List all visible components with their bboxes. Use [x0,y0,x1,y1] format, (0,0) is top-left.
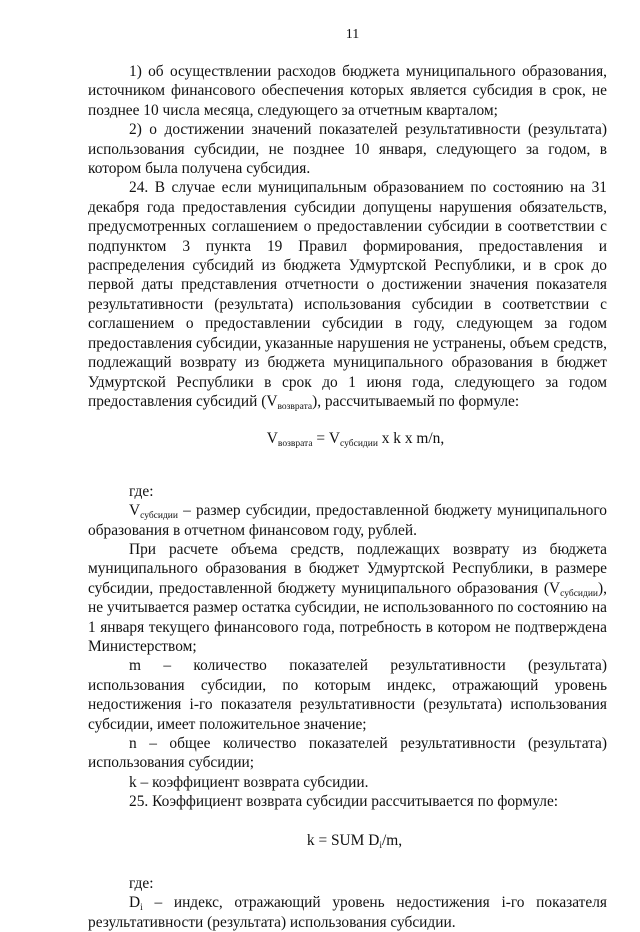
subscript: i [379,840,382,851]
paragraph-group-b [88,482,607,812]
subscript: субсидии [140,511,178,522]
page-number: 11 [345,27,360,42]
paragraph-def-k: k – коэффициент возврата субсидии. [129,773,369,791]
subscript: субсидии [560,588,599,599]
paragraph-item-1-report: 1) об осуществлении расходов бюджета муниципального образования, источником финансового обеспечения которых является субсидия в срок, не позднее 10 числа месяца, следующего за отчетным кварталом; [88,63,607,119]
paragraph-where-1: где: [129,482,154,500]
paragraph-where-2: где: [129,875,154,893]
paragraph-group-a [88,62,607,411]
paragraph-def-n: n – общее количество показателей результативности (результата) использования субсидии; [88,735,607,772]
paragraph-def-m: m – количество показателей результативности (результата) использования субсидии, по которым индекс, отражающий уровень недостижения i-го показателя результативности (результата) использования субсидии, имеет положительное значение; [88,657,607,733]
subscript: i [140,903,143,914]
paragraph-clause-24: 24. В случае если муниципальным образованием по состоянию на 31 декабря года предоставления субсидии допущены нарушения обязательств, предусмотренных соглашением о предоставлении субсидии в соответствии с подпунктом 3 пункта 19 Правил формирования, предоставления и распределения субсидий из бюджета Удмуртской Республики, и в срок до первой даты представления отчетности о достижении значения показателя результативности (результата) использования субсидии в соответствии с соглашением о предоставлении субсидии в году, следующем за годом предоставления субсидии, указанные нарушения не устранены, объем средств, подлежащий возврату из бюджета муниципального образования в бюджет Удмуртской Республики в срок до 1 июня года, следующего за годом предоставления субсидий $(V_{возврата})$, рассчитываемый по формуле: [88,179,607,412]
subscript: субсидии [340,439,378,450]
paragraph-def-v-subsidy: $V_{субсидии}$ – размер субсидии, предоставленной бюджету муниципального образования в отчетном финансовом году, рублей. [88,502,607,539]
paragraph-group-c [88,874,607,932]
paragraph-item-2-report: 2) о достижении значений показателей результативности (результата) использования субсидии, не позднее 10 января, следующего за годом, в котором была получена субсидия. [88,121,607,178]
subscript: возврата [277,401,313,412]
paragraph-def-d-i: $D_i$ – индекс, отражающий уровень недостижения i-го показателя результативности (результата) использования субсидии. [88,894,607,931]
subscript: возврата [277,439,313,450]
paragraph-calculation-note: При расчете объема средств, подлежащих возврату из бюджета муниципального образования в бюджет Удмуртской Республики, в размере субсидии, предоставленной бюджету муниципального образования $(V_{субсидии})$, не учитывается размер остатка субсидии, не использованного по состоянию на 1 января текущего финансового года, потребность в котором не подтверждена Министерством; [88,540,607,655]
formula-refund-coefficient: k = SUM $D_i/m$, [306,831,403,851]
formula-refund-volume: $V_{возврата} = V_{субсидии}$ x k x m/n, [266,430,445,450]
paragraph-clause-25: 25. Коэффициент возврата субсидии рассчитывается по формуле: [129,793,559,811]
